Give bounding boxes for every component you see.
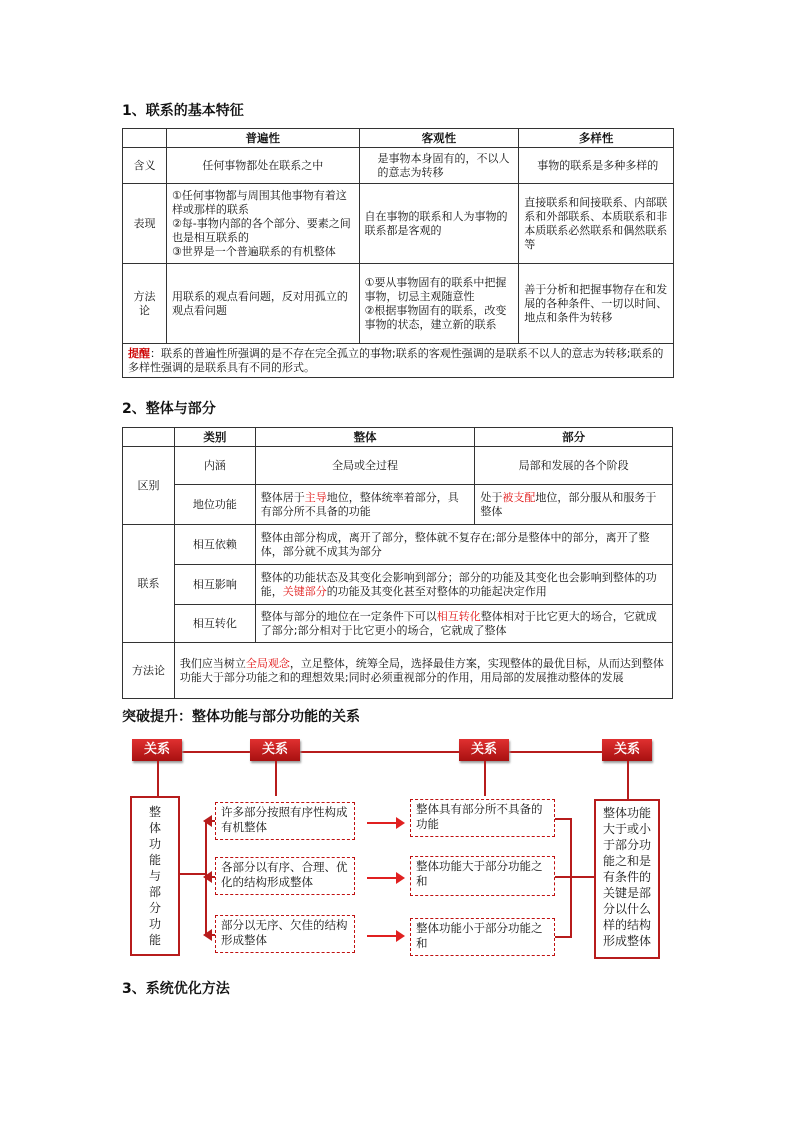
text: 地位，整体统率着部分，具有部分所不具备的功能	[260, 490, 459, 518]
col-header: 普遍性	[166, 129, 359, 148]
connector-line	[160, 751, 630, 753]
col-header: 整体	[255, 428, 475, 447]
cell: 事物的联系是多种多样的	[519, 148, 674, 184]
group-label: 联系	[123, 525, 175, 643]
row-label: 相互影响	[174, 565, 255, 605]
result-box: 整体功能小于部分功能之和	[410, 918, 555, 956]
text: 整体的功能状态及其变化会影响到部分；部分的功能及其变化也会影响到整体的功能，	[260, 570, 657, 598]
corner-cell	[123, 428, 175, 447]
relationship-diagram	[120, 738, 665, 963]
cell: 用联系的观点看问题，反对用孤立的观点看问题	[166, 264, 359, 344]
row-label: 方法论	[123, 643, 175, 699]
text: 地位，部分服从和服务于整体	[480, 490, 657, 518]
row-label: 相互依赖	[174, 525, 255, 565]
col-header: 多样性	[519, 129, 674, 148]
highlight: 主导	[304, 490, 327, 504]
arrow-right	[367, 822, 403, 824]
cell	[174, 643, 672, 699]
condition-box: 许多部分按照有序性构成有机整体	[215, 802, 355, 840]
cell: ①任何事物都与周围其他事物有着这样或那样的联系 ②每-事物内部的各个部分、要素之间也是相互联系的 ③世界是一个普遍联系的有机整体	[166, 184, 359, 264]
row-label: 表现	[123, 184, 167, 264]
cell: 是事物本身固有的，不以人的意志为转移	[359, 148, 519, 184]
relation-tag: 关系	[132, 739, 182, 761]
section1-table	[122, 128, 674, 378]
cell: 任何事物都处在联系之中	[166, 148, 359, 184]
highlight: 被支配	[502, 490, 536, 504]
whole-part-function-box: 整体功能与部分功能	[130, 796, 180, 956]
reminder-label: 提醒	[128, 346, 150, 360]
connector-line	[157, 761, 159, 796]
row-label: 方法论	[123, 264, 167, 344]
row-label: 相互转化	[174, 605, 255, 643]
highlight: 全局观念	[245, 656, 290, 670]
text: 处于	[480, 490, 503, 504]
col-header: 客观性	[359, 129, 519, 148]
reminder-text: ：联系的普遍性所强调的是不存在完全孤立的事物;联系的客观性强调的是联系不以人的意志为转移;联系的多样性强调的是联系具有不同的形式。	[128, 346, 664, 374]
cell	[475, 485, 673, 525]
col-header: 类别	[174, 428, 255, 447]
cell: 局部和发展的各个阶段	[475, 447, 673, 485]
cell	[255, 485, 475, 525]
group-label: 区别	[123, 447, 175, 525]
connector-line	[572, 876, 594, 878]
connector-line	[484, 761, 486, 796]
cell: 整体由部分构成，离开了部分，整体就不复存在;部分是整体中的部分，离开了整体，部分就不成其为部分	[255, 525, 672, 565]
connector-line	[555, 936, 570, 938]
text: 的功能及其变化甚至对整体的功能起决定作用	[326, 584, 547, 598]
breakthrough-heading: 突破提升：整体功能与部分功能的关系	[122, 709, 360, 725]
condition-box: 各部分以有序、合理、优化的结构形成整体	[215, 857, 355, 895]
text: 整体居于	[260, 490, 305, 504]
relation-tag: 关系	[250, 739, 300, 761]
connector-line	[555, 876, 570, 878]
section2-table	[122, 427, 673, 699]
relation-tag: 关系	[602, 739, 652, 761]
cell: ①要从事物固有的联系中把握事物，切忌主观随意性 ②根据事物固有的联系，改变事物的状态，建立新的联系	[359, 264, 519, 344]
text: 整体与部分的地位在一定条件下可以	[260, 609, 437, 623]
cell: 善于分析和把握事物存在和发展的各种条件、一切以时间、地点和条件为转移	[519, 264, 674, 344]
connector-line	[555, 818, 570, 820]
cell: 直接联系和间接联系、内部联系和外部联系、本质联系和非本质联系必然联系和偶然联系等	[519, 184, 674, 264]
row-label: 地位功能	[174, 485, 255, 525]
row-label: 内涵	[174, 447, 255, 485]
cell: 全局或全过程	[255, 447, 475, 485]
result-box: 整体具有部分所不具备的功能	[410, 799, 555, 837]
result-box: 整体功能大于部分功能之和	[410, 856, 555, 896]
connector-line	[275, 761, 277, 796]
arrow-left	[207, 820, 215, 822]
reminder-note	[123, 344, 674, 378]
connector-line	[627, 761, 629, 799]
col-header: 部分	[475, 428, 673, 447]
text: 我们应当树立	[179, 656, 246, 670]
section2-heading: 2、整体与部分	[122, 401, 216, 417]
arrow-left	[207, 876, 215, 878]
section3-heading: 3、系统优化方法	[122, 981, 230, 997]
condition-box: 部分以无序、欠佳的结构形成整体	[215, 915, 355, 953]
text: 整体相对于比它更大的场合，它就成了部分;部分相对于比它更小的场合，它就成了整体	[260, 609, 657, 637]
text: ，立足整体，统筹全局，选择最佳方案，实现整体的最优目标，从而达到整体功能大于部分功能之和的理想效果;同时必须重视部分的作用，用局部的发展推动整体的发展	[179, 656, 664, 684]
cell	[255, 605, 672, 643]
connector-line	[180, 873, 205, 875]
arrow-right	[367, 935, 403, 937]
cell	[255, 565, 672, 605]
relation-tag: 关系	[459, 739, 509, 761]
connector-line	[570, 818, 572, 938]
highlight: 关键部分	[282, 584, 327, 598]
corner-cell	[123, 129, 167, 148]
section1-heading: 1、联系的基本特征	[122, 103, 244, 119]
row-label: 含义	[123, 148, 167, 184]
conclusion-box: 整体功能大于或小于部分功能之和是有条件的关键是部分以什么样的结构形成整体	[594, 799, 660, 959]
cell: 自在事物的联系和人为事物的联系都是客观的	[359, 184, 519, 264]
highlight: 相互转化	[436, 609, 481, 623]
arrow-right	[367, 877, 403, 879]
arrow-left	[207, 934, 215, 936]
